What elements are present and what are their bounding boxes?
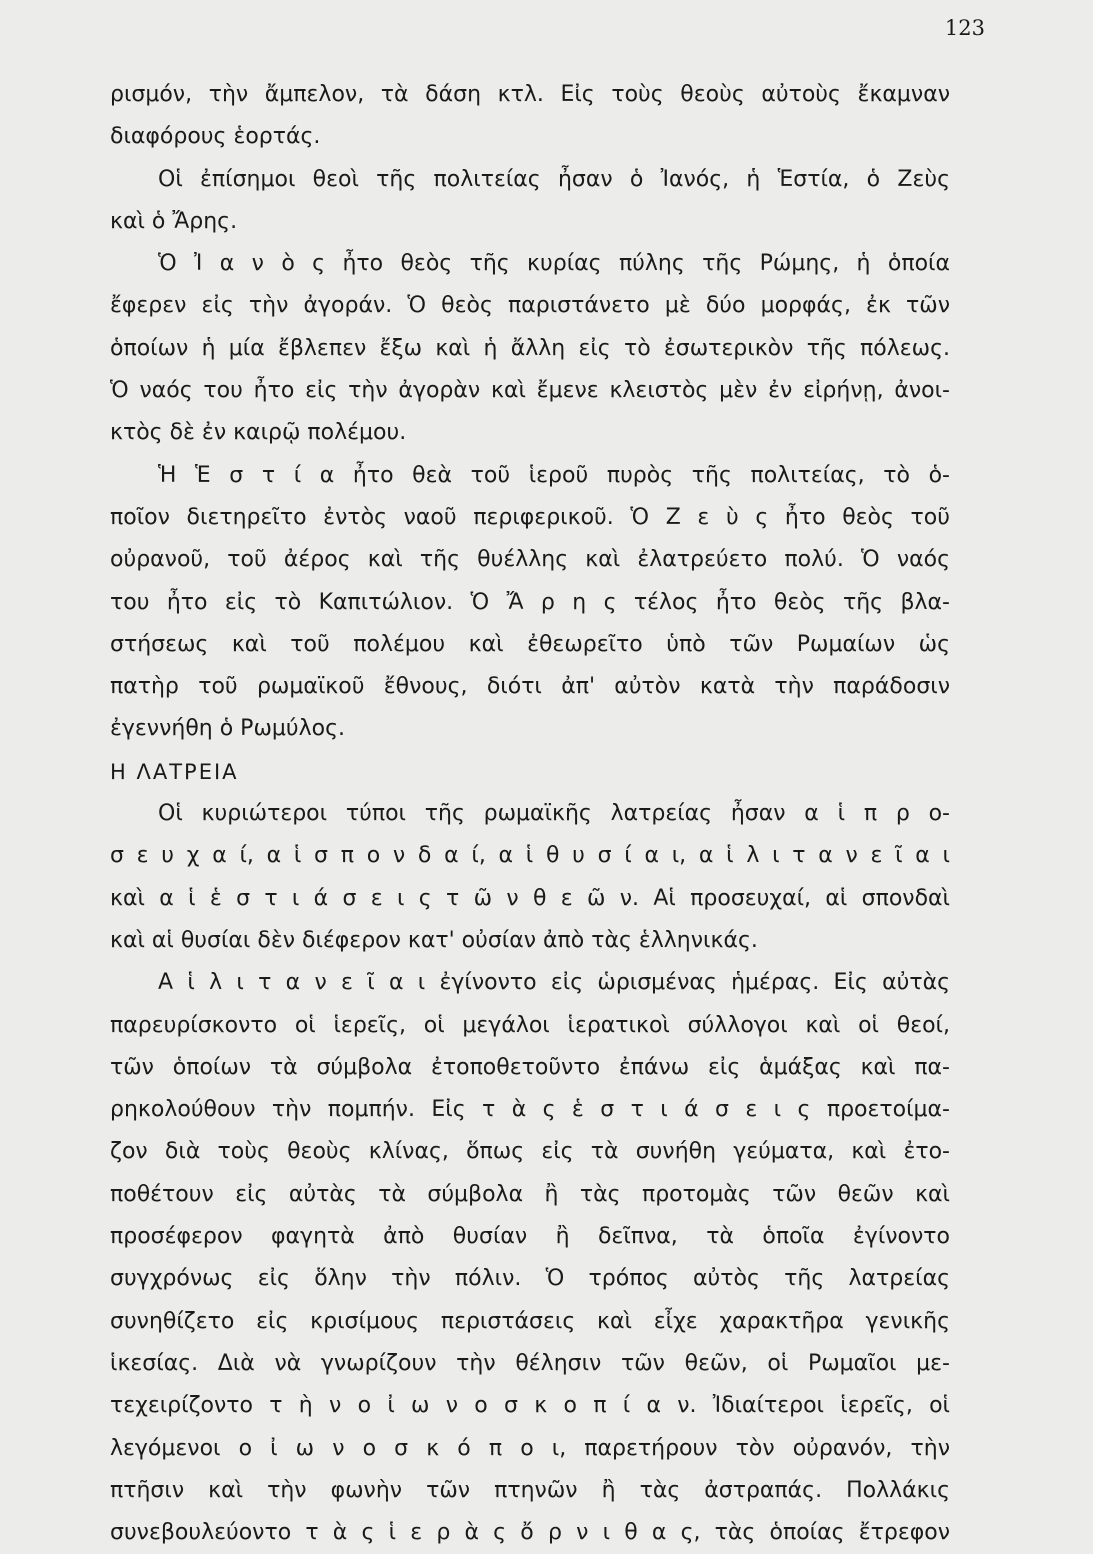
text-line: του ἦτο εἰς τὸ Καπιτώλιον. Ὁ Ἄ ρ η ς τέλος ἦτο θεὸς τῆς βλα-: [110, 589, 950, 615]
text-line: Οἱ ἐπίσημοι θεοὶ τῆς πολιτείας ἦσαν ὁ Ἰανός, ἡ Ἑστία, ὁ Ζεὺς: [158, 166, 950, 192]
text-line: Ὁ Ἰ α ν ὸ ς ἦτο θεὸς τῆς κυρίας πύλης τῆς Ρώμης, ἡ ὁποία: [158, 251, 950, 277]
text-line: ἔφερεν εἰς τὴν ἀγοράν. Ὁ θεὸς παριστάνετο μὲ δύο μορφάς, ἐκ τῶν: [110, 293, 950, 319]
text-line: Ἡ Ἑ σ τ ί α ἦτο θεὰ τοῦ ἱεροῦ πυρὸς τῆς πολιτείας, τὸ ὁ-: [158, 462, 950, 488]
text-line: Α ἱ λ ι τ α ν ε ῖ α ι ἐγίνοντο εἰς ὡρισμένας ἡμέρας. Εἰς αὐτὰς: [158, 970, 950, 996]
text-line: συνεβουλεύοντο τ ὰ ς ἱ ε ρ ὰ ς ὄ ρ ν ι θ α ς, τὰς ὁποίας ἔτρεφον: [110, 1520, 950, 1546]
text-line: καὶ α ἱ ἑ σ τ ι ά σ ε ι ς τ ῶ ν θ ε ῶ ν. Αἱ προσευχαί, αἱ σπονδαὶ: [110, 885, 950, 911]
page-number: 123: [944, 16, 985, 40]
text-line: Οἱ κυριώτεροι τύποι τῆς ρωμαϊκῆς λατρείας ἦσαν α ἱ π ρ ο-: [158, 801, 950, 827]
text-line: παρευρίσκοντο οἱ ἱερεῖς, οἱ μεγάλοι ἱερατικοὶ σύλλογοι καὶ οἱ θεοί,: [110, 1012, 950, 1038]
text-line: τεχειρίζοντο τ ὴ ν ο ἰ ω ν ο σ κ ο π ί α ν. Ἰδιαίτεροι ἱερεῖς, οἱ: [110, 1393, 950, 1419]
paragraphs-gods: [110, 74, 950, 751]
text-line: διαφόρους ἑορτάς.: [110, 124, 321, 150]
text-line: ρηκολούθουν τὴν πομπήν. Εἰς τ ὰ ς ἑ σ τ ι ά σ ε ι ς προετοίμα-: [110, 1097, 950, 1123]
text-line: λεγόμενοι ο ἰ ω ν ο σ κ ό π ο ι, παρετήρουν τὸν οὐρανόν, τὴν: [110, 1435, 950, 1461]
paragraphs-worship: [110, 793, 950, 1554]
text-line: ἱκεσίας. Διὰ νὰ γνωρίζουν τὴν θέλησιν τῶν θεῶν, οἱ Ρωμαῖοι με-: [110, 1350, 950, 1376]
text-line: ρισμόν, τὴν ἄμπελον, τὰ δάση κτλ. Εἰς τοὺς θεοὺς αὐτοὺς ἔκαμναν: [110, 82, 950, 107]
text-line: οὐρανοῦ, τοῦ ἀέρος καὶ τῆς θυέλλης καὶ ἐλατρεύετο πολύ. Ὁ ναός: [110, 547, 950, 573]
text-line: ἐγεννήθη ὁ Ρωμύλος.: [110, 716, 345, 742]
text-line: ποθέτουν εἰς αὐτὰς τὰ σύμβολα ἢ τὰς προτομὰς τῶν θεῶν καὶ: [110, 1181, 950, 1207]
text-line: συγχρόνως εἰς ὅλην τὴν πόλιν. Ὁ τρόπος αὐτὸς τῆς λατρείας: [110, 1266, 950, 1292]
text-line: καὶ αἱ θυσίαι δὲν διέφερον κατ' οὐσίαν ἀπὸ τὰς ἑλληνικάς.: [110, 927, 758, 953]
text-line: ζον διὰ τοὺς θεοὺς κλίνας, ὅπως εἰς τὰ συνήθη γεύματα, καὶ ἐτο-: [110, 1139, 950, 1165]
text-line: προσέφερον φαγητὰ ἀπὸ θυσίαν ἢ δεῖπνα, τὰ ὁποῖα ἐγίνοντο: [110, 1224, 950, 1250]
text-line: συνηθίζετο εἰς κρισίμους περιστάσεις καὶ εἶχε χαρακτῆρα γενικῆς: [110, 1308, 950, 1334]
text-line: σ ε υ χ α ί, α ἱ σ π ο ν δ α ί, α ἱ θ υ σ ί α ι, α ἱ λ ι τ α ν ε ῖ α ι: [110, 843, 950, 869]
text-line: στήσεως καὶ τοῦ πολέμου καὶ ἐθεωρεῖτο ὑπὸ τῶν Ρωμαίων ὡς: [110, 631, 950, 657]
text-line: Ὁ ναός του ἦτο εἰς τὴν ἀγορὰν καὶ ἔμενε κλειστὸς μὲν ἐν εἰρήνῃ, ἀνοι-: [110, 378, 950, 404]
text-line: πατὴρ τοῦ ρωμαϊκοῦ ἔθνους, διότι ἀπ' αὐτὸν κατὰ τὴν παράδοσιν: [110, 674, 950, 700]
section-heading: Η ΛΑΤΡΕΙΑ: [110, 759, 239, 784]
text-line: ὁποίων ἡ μία ἔβλεπεν ἔξω καὶ ἡ ἄλλη εἰς τὸ ἐσωτερικὸν τῆς πόλεως.: [110, 335, 950, 361]
text-line: ποῖον διετηρεῖτο ἐντὸς ναοῦ περιφερικοῦ. Ὁ Ζ ε ὺ ς ἦτο θεὸς τοῦ: [110, 504, 950, 530]
text-line: κτὸς δὲ ἐν καιρῷ πολέμου.: [110, 420, 407, 446]
text-line: καὶ ὁ Ἄρης.: [110, 208, 238, 234]
text-line: πτῆσιν καὶ τὴν φωνὴν τῶν πτηνῶν ἢ τὰς ἀστραπάς. Πολλάκις: [110, 1477, 950, 1503]
text-line: τῶν ὁποίων τὰ σύμβολα ἐτοποθετοῦντο ἐπάνω εἰς ἁμάξας καὶ πα-: [110, 1054, 950, 1080]
body-text: [110, 74, 950, 1554]
